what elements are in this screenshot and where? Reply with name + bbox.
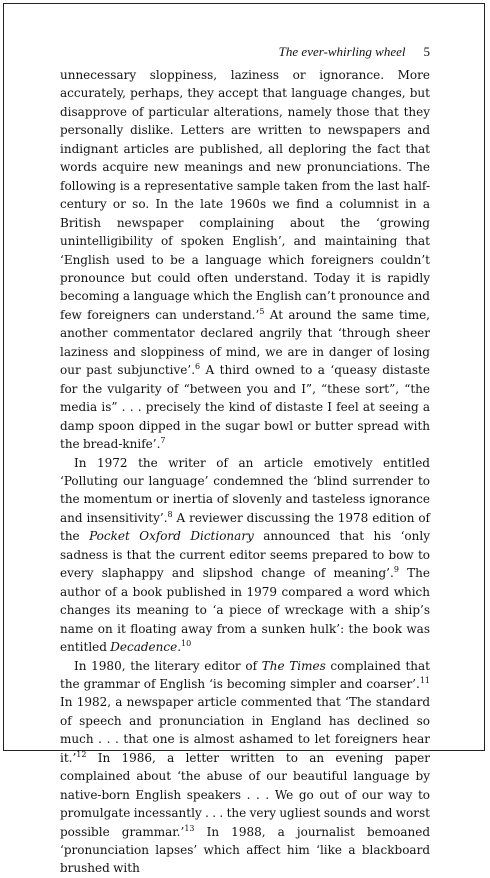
footnote-ref: 6 bbox=[195, 362, 201, 372]
text-segment: In 1988, a journalist bemoaned ‘pronunciation lapses’ which affect him ‘like a blackboard brushed with bbox=[60, 824, 430, 876]
footnote-ref: 7 bbox=[160, 436, 166, 446]
text-segment: At around the same time, another commentator declared angrily that ‘through sheer laziness and sloppiness of mind, we are in danger of losing our past subjunctive’. bbox=[60, 307, 430, 378]
text-segment: A reviewer discussing the 1978 edition of the bbox=[60, 510, 431, 544]
text-segment: In 1986, a letter written to an evening paper complained about ‘the abuse of our beautiful language by native-born English speakers . . . We go out of our way to promulgate incessantly . . . the very ugliest sounds and worst possible grammar.’ bbox=[60, 750, 430, 839]
book-title-decadence: Decadence bbox=[110, 640, 178, 655]
page-number: 5 bbox=[423, 44, 430, 59]
footnote-ref: 8 bbox=[167, 509, 173, 519]
page-content bbox=[60, 44, 430, 878]
footnote-ref: 5 bbox=[259, 306, 265, 316]
book-title-pocket-oxford: Pocket Oxford Dictionary bbox=[89, 529, 254, 544]
text-segment: A third owned to a ‘queasy distaste for the vulgarity of “between you and I”, “these sort”, “the media is” . . . precisely the kind of distaste I feel at seeing a damp spoon dipped in the sugar bowl or butter spread with the bread-knife’. bbox=[60, 363, 430, 452]
paragraph-2 bbox=[60, 454, 430, 657]
footnote-ref: 12 bbox=[76, 749, 87, 759]
text-segment: unnecessary sloppiness, laziness or ignorance. More accurately, perhaps, they accept that language changes, but disapprove of particular alterations, namely those that they personally dislike. Letters are written to newspapers and indignant articles are published, all deploring the fact that words acquire new meanings and new pronunciations. The following is a representative sample taken from the last half-century or so. In the late 1960s we find a columnist in a British newspaper complaining about the ‘growing unintelligibility of spoken English’, and maintaining that ‘English used to be a language which foreigners couldn’t pronounce but could often understand. Today it is rapidly becoming a language which the English can’t pronounce and few foreigners can understand.’ bbox=[60, 68, 430, 322]
text-segment: In 1980, the literary editor of bbox=[74, 658, 262, 673]
footnote-ref: 9 bbox=[393, 565, 399, 575]
text-segment: announced that his ‘only sadness is that the current editor seems prepared to bow to every slaphappy and slipshod change of meaning’. bbox=[60, 529, 430, 581]
running-title: The ever-whirling wheel bbox=[278, 44, 406, 59]
text-segment: In 1972 the writer of an article emotively entitled ‘Polluting our language’ condemned the ‘blind surrender to the momentum or inertia of slovenly and tasteless ignorance and insensitivity’. bbox=[60, 455, 430, 525]
footnote-ref: 13 bbox=[184, 823, 195, 833]
text-segment: The author of a book published in 1979 compared a word which changes its meaning to ‘a piece of wreckage with a ship’s name on it floating away from a sunken hulk’: the book was entitled bbox=[60, 566, 430, 655]
text-segment: . bbox=[177, 640, 182, 655]
text-segment: In 1982, a newspaper article commented that ‘The standard of speech and pronunciation in England has declined so much . . . that one is almost ashamed to let foreigners hear it.’ bbox=[60, 695, 430, 765]
paragraph-3 bbox=[60, 657, 430, 878]
text-segment: complained that the grammar of English ‘is becoming simpler and coarser’. bbox=[60, 658, 430, 691]
running-head bbox=[60, 44, 430, 60]
newspaper-title-the-times: The Times bbox=[261, 658, 326, 673]
footnote-ref: 10 bbox=[181, 639, 192, 649]
paragraph-1 bbox=[60, 66, 430, 454]
footnote-ref: 11 bbox=[419, 675, 430, 685]
